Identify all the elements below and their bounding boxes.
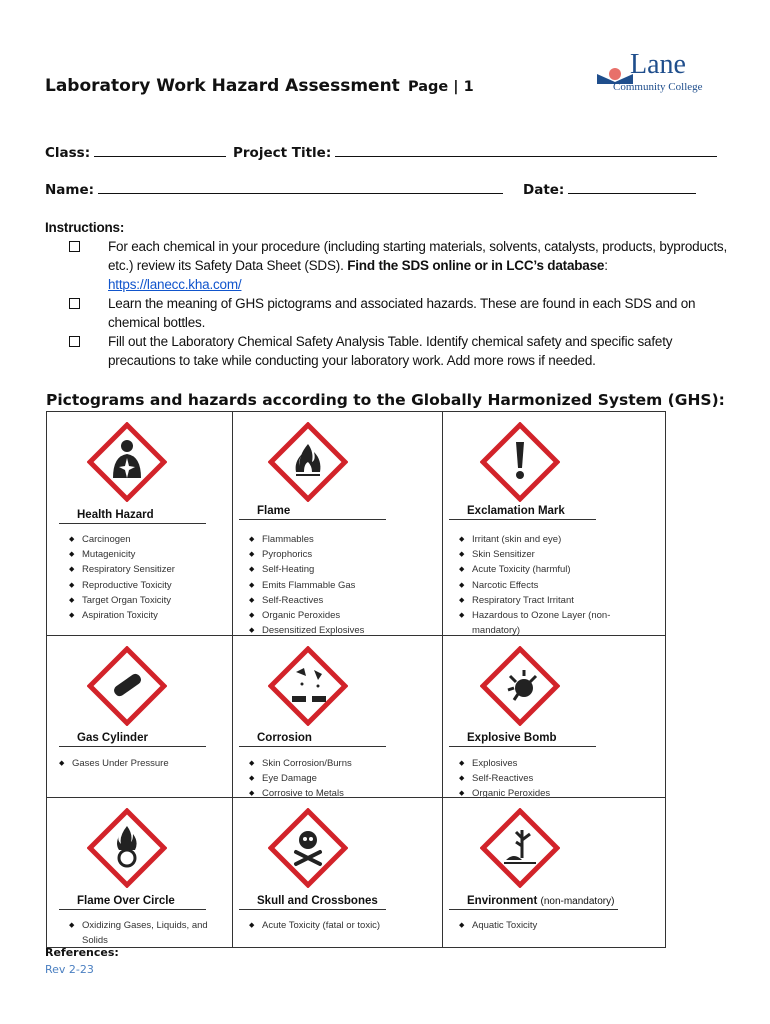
checkbox[interactable] xyxy=(69,241,80,252)
hazard-list xyxy=(459,918,656,933)
hazard-item: ◆ Skin Corrosion/Burns xyxy=(249,756,433,771)
hazard-item: ◆ Pyrophorics xyxy=(249,547,433,562)
name-label: Name: xyxy=(45,182,95,198)
hazard-item: ◆ Hazardous to Ozone Layer (non-mandatory) xyxy=(459,608,656,638)
hazard-item: ◆ Aspiration Toxicity xyxy=(69,608,229,623)
pictogram-name: Gas Cylinder xyxy=(77,732,148,744)
college-logo xyxy=(595,50,720,95)
hazard-list xyxy=(59,756,219,771)
colon: : xyxy=(604,258,608,273)
date-label: Date: xyxy=(523,182,565,198)
instructions-heading: Instructions: xyxy=(45,220,125,235)
hazard-item: ◆ Mutagenicity xyxy=(69,547,229,562)
pictogram-cell-exclamation xyxy=(443,412,666,636)
instruction-text: Learn the meaning of GHS pictograms and associated hazards. These are found in each SDS and on chemical bottles. xyxy=(108,296,696,330)
pictogram-name: Flame xyxy=(257,505,291,517)
pictogram-row xyxy=(47,798,666,948)
hazard-item: ◆ Target Organ Toxicity xyxy=(69,593,229,608)
checkbox[interactable] xyxy=(69,298,80,309)
environment-icon xyxy=(480,808,560,888)
hazard-list xyxy=(459,756,656,802)
pictogram-cell-explosive-bomb xyxy=(443,636,666,798)
checkbox[interactable] xyxy=(69,336,80,347)
explosive-bomb-icon xyxy=(480,646,560,726)
name-field[interactable] xyxy=(45,179,503,198)
hazard-item: ◆ Oxidizing Gases, Liquids, and Solids xyxy=(69,918,229,948)
hazard-item: ◆ Self-Reactives xyxy=(459,771,656,786)
pictogram-cell-health-hazard xyxy=(47,412,233,636)
hazard-list xyxy=(249,532,433,638)
pictogram-name: Corrosion xyxy=(257,732,312,744)
pictogram-cell-gas-cylinder xyxy=(47,636,233,798)
instruction-text: For each chemical in your procedure (including starting materials, solvents, catalysts, products, byproducts, etc.) review its Safety Data Sheet (SDS). xyxy=(108,239,727,273)
hazard-item: ◆ Organic Peroxides xyxy=(459,786,656,801)
page-number: Page | 1 xyxy=(408,79,474,95)
pictogram-cell-environment xyxy=(443,798,666,948)
hazard-item: ◆ Corrosive to Metals xyxy=(249,786,433,801)
class-label: Class: xyxy=(45,145,91,161)
pictogram-row xyxy=(47,636,666,798)
hazard-item: ◆ Desensitized Explosives xyxy=(249,623,433,638)
hazard-item: ◆ Self-Reactives xyxy=(249,593,433,608)
hazard-item: ◆ Reproductive Toxicity xyxy=(69,578,229,593)
hazard-item: ◆ Organic Peroxides xyxy=(249,608,433,623)
ghs-pictogram-table xyxy=(46,411,666,948)
hazard-item: ◆ Irritant (skin and eye) xyxy=(459,532,656,547)
instructions xyxy=(45,218,735,370)
instruction-text: Fill out the Laboratory Chemical Safety Analysis Table. Identify chemical safety and specific safety precautions to take while conducting your laboratory work. Add more rows if needed. xyxy=(108,334,673,368)
hazard-item: ◆ Aquatic Toxicity xyxy=(459,918,656,933)
pictogram-name: Flame Over Circle xyxy=(77,895,175,907)
gas-cylinder-icon xyxy=(87,646,167,726)
hazard-item: ◆ Respiratory Tract Irritant xyxy=(459,593,656,608)
hazard-item: ◆ Explosives xyxy=(459,756,656,771)
hazard-item: ◆ Gases Under Pressure xyxy=(59,756,219,771)
pictogram-name: Health Hazard xyxy=(77,509,154,521)
hazard-list xyxy=(69,918,229,948)
flame-over-circle-icon xyxy=(87,808,167,888)
hazard-item: ◆ Eye Damage xyxy=(249,771,433,786)
hazard-item: ◆ Respiratory Sensitizer xyxy=(69,562,229,577)
logo-name: Lane xyxy=(630,49,686,80)
exclamation-icon xyxy=(480,422,560,502)
hazard-list xyxy=(459,532,656,638)
hazard-item: ◆ Emits Flammable Gas xyxy=(249,578,433,593)
instruction-item xyxy=(45,332,735,370)
pictogram-cell-corrosion xyxy=(233,636,443,798)
skull-icon xyxy=(268,808,348,888)
references-label: References: xyxy=(45,946,119,959)
pictogram-cell-flame xyxy=(233,412,443,636)
hazard-list xyxy=(69,532,229,623)
instruction-item xyxy=(45,237,735,294)
class-field[interactable] xyxy=(45,142,226,161)
corrosion-icon xyxy=(268,646,348,726)
logo-subtitle: Community College xyxy=(613,81,703,93)
flame-icon xyxy=(268,422,348,502)
pictogram-name: Exclamation Mark xyxy=(467,505,565,517)
hazard-item: ◆ Carcinogen xyxy=(69,532,229,547)
project-title-label: Project Title: xyxy=(233,145,332,161)
pictogram-name: Environment xyxy=(467,895,538,907)
sds-database-link[interactable]: https://lanecc.kha.com/ xyxy=(108,277,242,292)
instruction-bold-text: Find the SDS online or in LCC’s database xyxy=(347,258,605,273)
hazard-item: ◆ Acute Toxicity (fatal or toxic) xyxy=(249,918,433,933)
date-field[interactable] xyxy=(523,179,696,198)
pictogram-cell-skull xyxy=(233,798,443,948)
hazard-list xyxy=(249,918,433,933)
hazard-item: ◆ Self-Heating xyxy=(249,562,433,577)
revision-label: Rev 2-23 xyxy=(45,963,94,976)
pictogram-row xyxy=(47,412,666,636)
pictogram-name: Skull and Crossbones xyxy=(257,895,378,907)
health-hazard-icon xyxy=(87,422,167,502)
pictogram-note: (non-mandatory) xyxy=(540,896,615,907)
project-title-field[interactable] xyxy=(233,142,717,161)
ghs-heading: Pictograms and hazards according to the Globally Harmonized System (GHS): xyxy=(46,391,725,409)
page-title: Laboratory Work Hazard Assessment xyxy=(45,76,400,96)
instruction-item xyxy=(45,294,735,332)
hazard-item: ◆ Narcotic Effects xyxy=(459,578,656,593)
hazard-item: ◆ Acute Toxicity (harmful) xyxy=(459,562,656,577)
pictogram-cell-flame-over-circle xyxy=(47,798,233,948)
hazard-item: ◆ Flammables xyxy=(249,532,433,547)
hazard-list xyxy=(249,756,433,802)
pictogram-name: Explosive Bomb xyxy=(467,732,557,744)
hazard-item: ◆ Skin Sensitizer xyxy=(459,547,656,562)
